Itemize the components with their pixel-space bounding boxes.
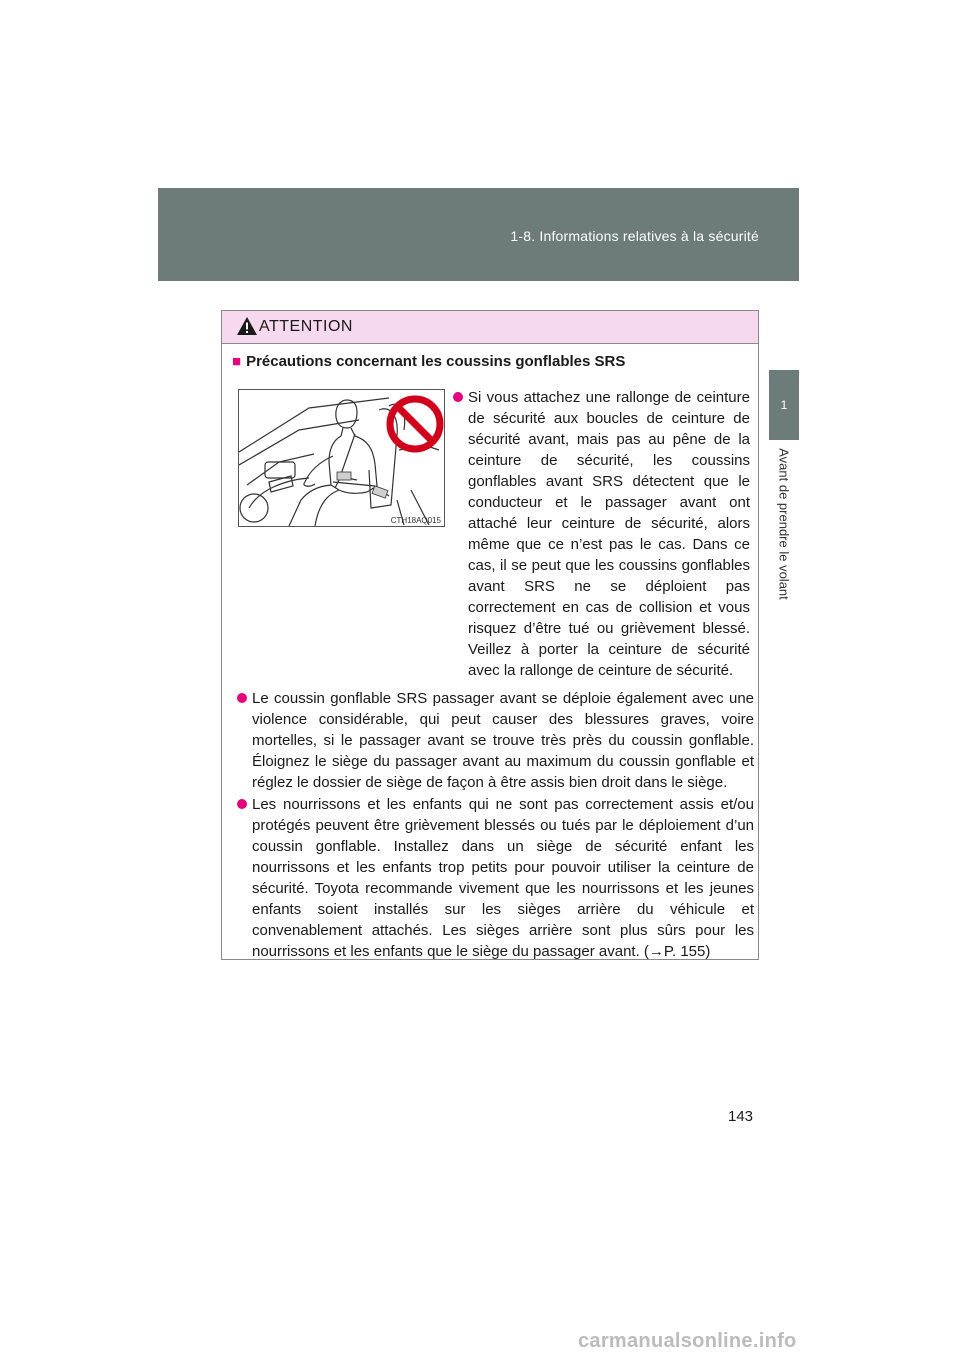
bullet-dot-icon (453, 392, 463, 402)
seatbelt-illustration (238, 389, 445, 527)
warning-title: ATTENTION (259, 318, 353, 335)
bullet-dot-icon (237, 693, 247, 703)
warning-box (221, 310, 759, 960)
heading-square-icon: ■ (232, 353, 242, 370)
footer-watermark: carmanualsonline.info (578, 1330, 797, 1352)
bullet-dot-icon (237, 799, 247, 809)
page-number: 143 (728, 1108, 754, 1125)
chapter-tab: 1 (769, 370, 799, 440)
bullet-passenger-airbag: Le coussin gonflable SRS passager avant se déploie également avec une violence considérable, qui peut causer des blessures graves, voire mortelles, si le passager avant se trouve très près du coussin gonflable. Éloignez le siège du passager avant au maximum du coussin gonflable et réglez le dossier de siège de façon à être assis bien droit dans le siège. (252, 690, 754, 791)
section-heading-text: Précautions concernant les coussins gonflables SRS (246, 353, 626, 370)
section-title: 1-8. Informations relatives à la sécurité (510, 228, 759, 244)
warning-header (222, 311, 758, 344)
warning-triangle-icon (236, 316, 258, 336)
bullet-extension-belt: Si vous attachez une rallonge de ceinture de sécurité aux boucles de ceinture de sécurité avant, mais pas au pêne de la ceinture de sécurité, les coussins gonflables avant SRS détectent que le conducteur et le passager avant ont attaché leur ceinture de sécurité, alors même que ce n’est pas le cas. Dans ce cas, il se peut que les coussins gonflables avant SRS ne se déploient pas correctement en cas de collision et vous risquez d’être tué ou grièvement blessé. Veillez à porter la ceinture de sécurité avec la rallonge de ceinture de sécurité. (468, 389, 750, 679)
figure-caption: CTH18AQ015 (390, 516, 441, 525)
section-heading (232, 353, 625, 370)
chapter-side-label-text: Avant de prendre le volant (776, 448, 792, 600)
bullet-children: Les nourrissons et les enfants qui ne sont pas correctement assis et/ou protégés peuvent être grièvement blessés ou tués par le déploiement d’un coussin gonflable. Installez dans un siège de sécurité enfant les nourrissons et les enfants trop petits pour pouvoir utiliser la ceinture de sécurité. Toyota recommande vivement que les nourrissons et les jeunes enfants soient installés sur les sièges arrière du véhicule et convenablement attachés. Les sièges arrière sont plus sûrs pour les nourrissons et les enfants que le siège du passager avant. (→P. 155) (252, 796, 754, 960)
header-band (158, 188, 799, 281)
seatbelt-illustration-drawing (239, 390, 444, 526)
